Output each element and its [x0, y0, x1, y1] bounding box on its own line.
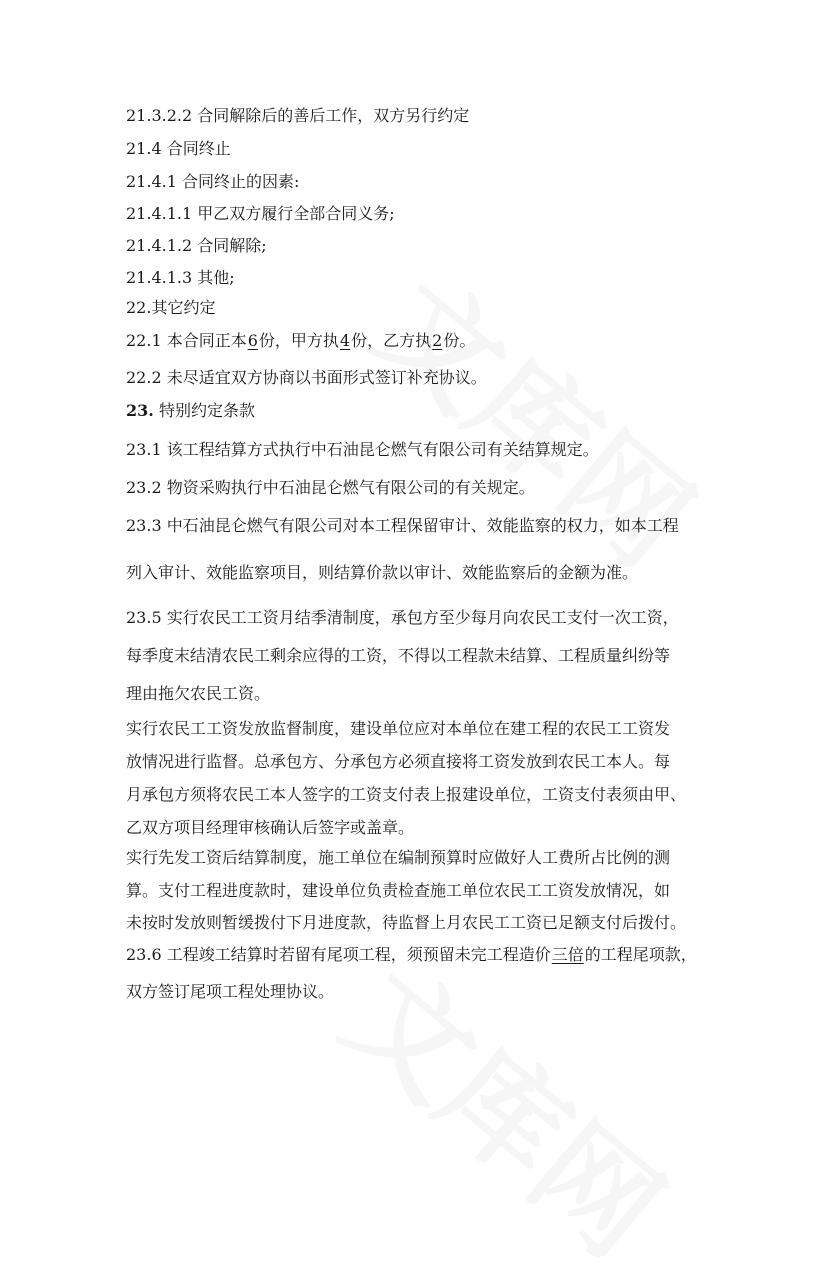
wage-supervision-para: 实行农民工工资发放监督制度，建设单位应对本单位在建工程的农民工工资发: [126, 719, 671, 738]
clause-21-4-1: 21.4.1 合同终止的因素:: [126, 172, 300, 191]
party-b-copies-count: 2: [432, 331, 443, 350]
watermark: [317, 924, 703, 1287]
wage-settlement-para: 算。支付工程进度款时，建设单位负责检查施工单位农民工工资发放情况，如: [126, 881, 671, 900]
clause-23-5-cont: 每季度末结清农民工剩余应得的工资，不得以工程款未结算、工程质量纠纷等: [126, 646, 671, 665]
section-22-heading: 22.其它约定: [126, 298, 216, 317]
wage-supervision-para: 乙双方项目经理审核确认后签字或盖章。: [126, 818, 415, 837]
clause-23-5: 23.5 实行农民工工资月结季清制度，承包方至少每月向农民工支付一次工资，: [126, 608, 679, 627]
clause-21-4-1-1: 21.4.1.1 甲乙双方履行全部合同义务;: [126, 204, 395, 223]
retention-multiple: 三倍: [551, 945, 584, 964]
clause-22-1-text: 份，甲方执: [258, 331, 339, 350]
clause-23-6-cont: 双方签订尾项工程处理协议。: [126, 982, 335, 1001]
clause-21-4: 21.4 合同终止: [126, 139, 231, 158]
clause-21-4-1-3: 21.4.1.3 其他;: [126, 268, 235, 287]
wage-supervision-para: 月承包方须将农民工本人签字的工资支付表上报建设单位，工资支付表须由甲、: [126, 785, 687, 804]
clause-23-3-cont: 列入审计、效能监察项目，则结算价款以审计、效能监察后的金额为准。: [126, 563, 639, 582]
wage-supervision-para: 放情况进行监督。总承包方、分承包方必须直接将工资发放到农民工本人。每: [126, 752, 671, 771]
section-23-title: 特别约定条款: [158, 401, 255, 420]
clause-23-5-cont: 理由拖欠农民工资。: [126, 684, 271, 703]
wage-settlement-para: 实行先发工资后结算制度，施工单位在编制预算时应做好人工费所占比例的测: [126, 848, 671, 867]
clause-21-4-1-2: 21.4.1.2 合同解除;: [126, 236, 267, 255]
section-23-heading: [126, 401, 255, 421]
clause-22-1: [126, 331, 475, 351]
clause-22-1-text: 22.1 本合同正本: [126, 331, 247, 350]
section-23-number: 23.: [126, 401, 154, 420]
clause-23-2: 23.2 物资采购执行中石油昆仑燃气有限公司的有关规定。: [126, 478, 535, 497]
party-a-copies-count: 4: [339, 331, 351, 350]
clause-22-1-text: 份。: [443, 331, 476, 350]
clause-22-1-text: 份，乙方执: [351, 331, 432, 350]
watermark: [347, 234, 733, 597]
clause-23-3: 23.3 中石油昆仑燃气有限公司对本工程保留审计、效能监察的权力，如本工程: [126, 516, 679, 535]
clause-21-3-2-2: 21.3.2.2 合同解除后的善后工作，双方另行约定: [126, 106, 470, 125]
clause-23-6-text: 23.6 工程竣工结算时若留有尾项工程，须预留未完工程造价: [126, 945, 551, 964]
clause-23-1: 23.1 该工程结算方式执行中石油昆仑燃气有限公司有关结算规定。: [126, 440, 599, 459]
clause-23-6: [126, 945, 697, 965]
original-copies-count: 6: [247, 331, 258, 350]
wage-settlement-para: 未按时发放则暂缓拨付下月进度款，待监督上月农民工工资已足额支付后拨付。: [126, 913, 687, 932]
clause-23-6-text: 的工程尾项款，: [584, 945, 697, 964]
clause-22-2: 22.2 未尽适宜双方协商以书面形式签订补充协议。: [126, 368, 487, 387]
